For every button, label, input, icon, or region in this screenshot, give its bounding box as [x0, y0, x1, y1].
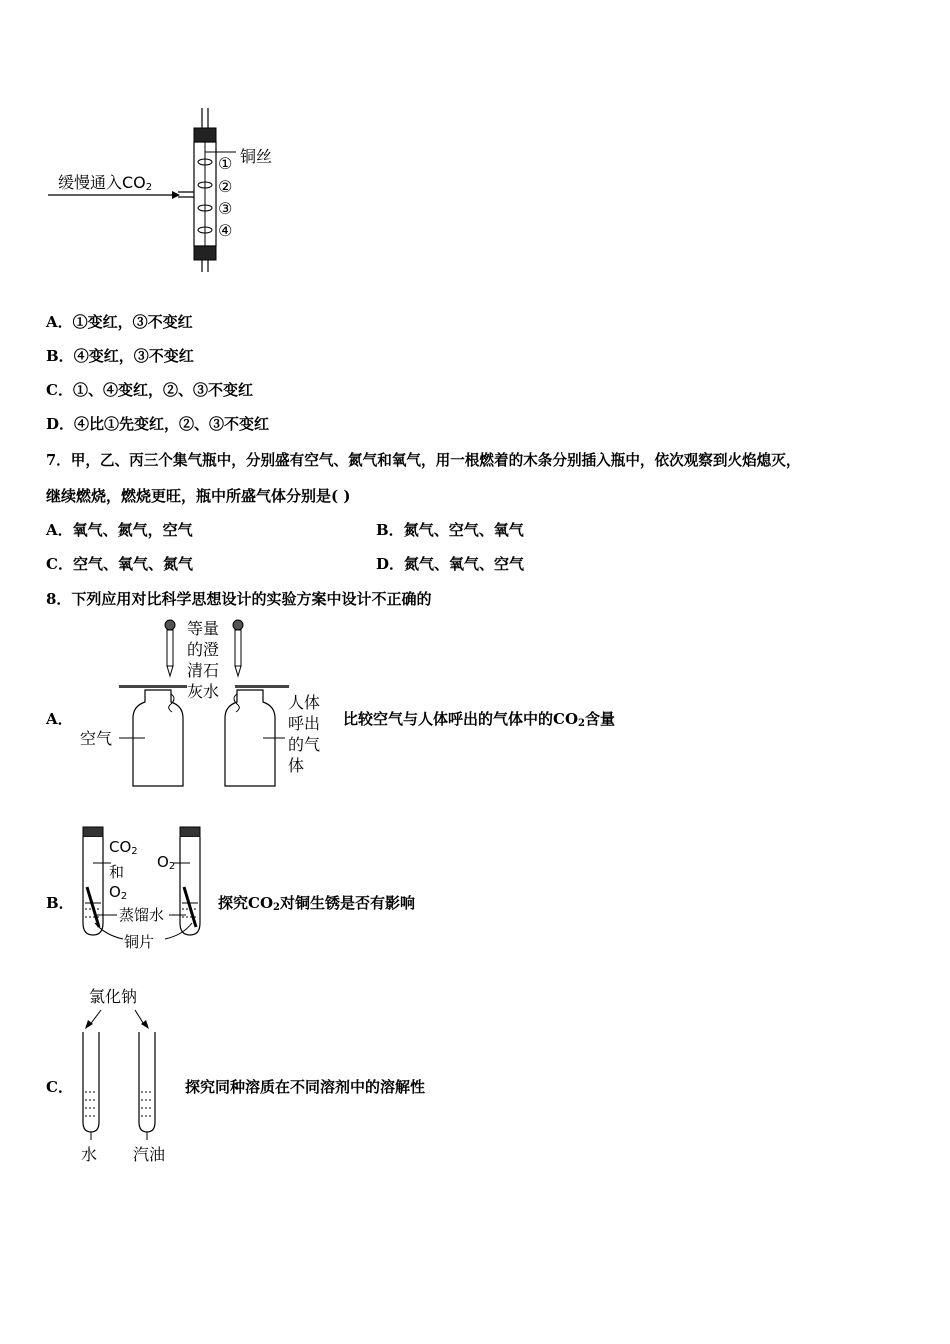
q6-option-b — [46, 345, 194, 366]
mark-4: ④ — [218, 221, 233, 240]
option-letter: C． — [46, 381, 73, 399]
option-letter: A． — [46, 313, 73, 331]
breath-gas-label: 人体 呼出 的气 体 — [288, 693, 321, 775]
air-label: 空气 — [80, 729, 113, 748]
co2-o2-label: $CO_2$ 和 $O_2$ — [109, 838, 138, 902]
mark-2: ② — [218, 177, 233, 196]
tube-drawing — [40, 100, 340, 275]
q8-option-b-letter: B． — [46, 894, 74, 912]
q7-stem-line1: 7．甲，乙、丙三个集气瓶中，分别盛有空气、氮气和氧气，用一根燃着的木条分别插入瓶中，依次观察到火焰熄灭， — [46, 452, 801, 469]
q8-option-a-letter: A． — [46, 710, 73, 728]
option-text: 氮气、氧气、空气 — [404, 555, 525, 573]
limewater-label: 等量 的澄 清石 灰水 — [187, 619, 220, 701]
figure-solubility-tubes — [75, 982, 185, 1167]
gasoline-label: 汽油 — [133, 1145, 166, 1164]
q6-option-a — [46, 311, 193, 332]
option-letter: A． — [46, 521, 73, 539]
q8-option-b-desc: 探究$CO_2$对铜生锈是否有影响 — [218, 894, 415, 913]
q7-option-c — [46, 553, 193, 574]
figure-co2-tube — [40, 100, 340, 275]
option-text: 空气、氧气、氮气 — [72, 555, 193, 573]
q8-option-c-letter: C． — [46, 1078, 73, 1096]
copper-sheet-label: 铜片 — [124, 933, 155, 951]
option-text: ④比①先变红，②、③不变红 — [74, 415, 270, 433]
option-text: ①变红，③不变红 — [72, 313, 193, 331]
q8-option-a-desc: 比较空气与人体呼出的气体中的$CO_2$含量 — [343, 710, 615, 729]
q6-option-c — [46, 379, 253, 400]
distilled-water-label: 蒸馏水 — [119, 906, 165, 924]
option-letter: D． — [46, 415, 75, 433]
q7-option-a — [46, 519, 193, 540]
q6-option-d — [46, 413, 269, 434]
figure-copper-tubes — [75, 823, 215, 958]
q7-option-d — [376, 553, 524, 574]
option-letter: D． — [376, 555, 405, 573]
mark-3: ③ — [218, 199, 233, 218]
o2-right-label: $O_2$ — [157, 853, 176, 872]
option-letter: C． — [46, 555, 73, 573]
option-letter: B． — [376, 521, 404, 539]
q7-stem-line2: 继续燃烧，燃烧更旺，瓶中所盛气体分别是( ) — [46, 487, 351, 505]
option-letter: B． — [46, 347, 74, 365]
sodium-chloride-label: 氯化钠 — [89, 987, 138, 1006]
q8-option-c-desc: 探究同种溶质在不同溶剂中的溶解性 — [185, 1078, 426, 1096]
figure-limewater-bottles — [75, 616, 345, 791]
option-text: ④变红，③不变红 — [73, 347, 194, 365]
water-label: 水 — [81, 1145, 98, 1164]
mark-1: ① — [218, 154, 233, 173]
option-text: 氮气、空气、氧气 — [403, 521, 524, 539]
copper-wire-label: 铜丝 — [240, 147, 273, 166]
option-text: 氧气、氮气，空气 — [72, 521, 193, 539]
q8-stem: 8．下列应用对比科学思想设计的实验方案中设计不正确的 — [46, 590, 432, 608]
option-text: ①、④变红，②、③不变红 — [72, 381, 253, 399]
solubility-tubes-drawing — [75, 982, 185, 1167]
co2-input-label: 缓慢通入$CO_2$ — [58, 173, 153, 193]
q7-option-b — [376, 519, 524, 540]
